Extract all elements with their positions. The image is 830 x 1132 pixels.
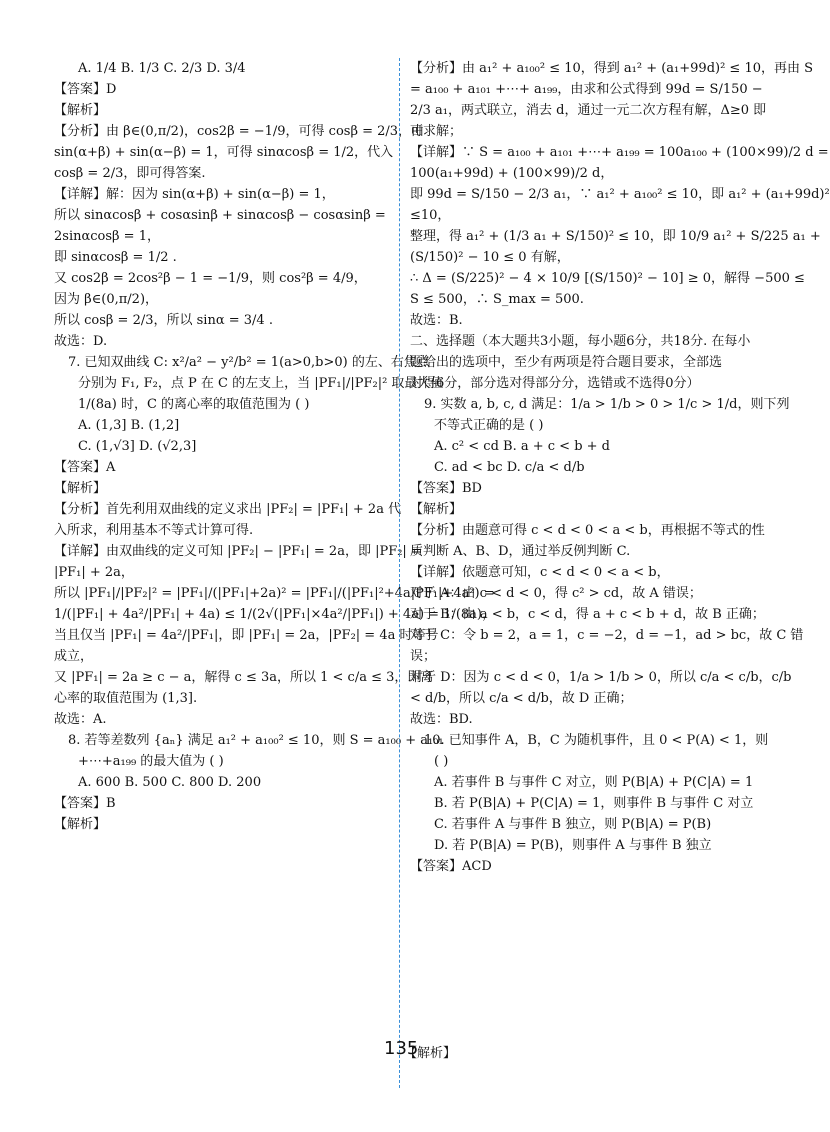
right-line: 10. 已知事件 A，B，C 为随机事件，且 0 < P(A) < 1，则	[424, 733, 769, 748]
right-line: 【解析】	[410, 502, 463, 517]
right-line: 二、选择题（本大题共3小题，每小题6分，共18分. 在每小	[410, 334, 751, 349]
right-line: 对于 C：令 b = 2，a = 1，c = −2，d = −1，ad > bc，故 C 错	[410, 628, 804, 643]
left-line: sin(α+β) + sin(α−β) = 1，可得 sinαcosβ = 1/2，代入	[54, 145, 394, 160]
left-line: 7. 已知双曲线 C: x²/a² − y²/b² = 1(a>0,b>0) 的左、右焦点	[68, 355, 430, 370]
right-line: 可求解；	[410, 124, 463, 139]
right-line: 对于 B：由 a < b，c < d，得 a + c < b + d，故 B 正确；	[410, 607, 765, 622]
left-line: 又 cos2β = 2cos²β − 1 = −1/9，则 cos²β = 4/9，	[54, 271, 367, 286]
left-line: 所以 sinαcosβ + cosαsinβ + sinαcosβ − cosαsinβ =	[54, 208, 386, 223]
left-line: A. 1/4 B. 1/3 C. 2/3 D. 3/4	[78, 61, 246, 76]
left-line: C. (1,√3] D. (√2,3]	[78, 439, 197, 454]
left-line: |PF₁| + 2a，	[54, 565, 134, 580]
left-line: A. (1,3] B. (1,2]	[78, 418, 180, 433]
right-line: 即 99d = S/150 − 2/3 a₁，∵ a₁² + a₁₀₀² ≤ 10，即 a₁² + (a₁+99d)²	[410, 187, 830, 202]
right-line: 质判断 A、B、D，通过举反例判断 C.	[410, 544, 631, 559]
right-line: 整理，得 a₁² + (1/3 a₁ + S/150)² ≤ 10，即 10/9 a₁² + S/225 a₁ +	[410, 229, 821, 244]
right-line: 故选：BD.	[410, 712, 473, 727]
left-line: 【分析】首先利用双曲线的定义求出 |PF₂| = |PF₁| + 2a 代	[54, 502, 402, 517]
left-line: 【分析】由 β∈(0,π/2)，cos2β = −1/9，可得 cosβ = 2/3，由	[54, 124, 425, 139]
left-line: +⋯+a₁₉₉ 的最大值为 ( )	[78, 754, 224, 769]
right-line: D. 若 P(B|A) = P(B)，则事件 A 与事件 B 独立	[434, 838, 712, 853]
left-line: 故选：D.	[54, 334, 108, 349]
page-number: 135	[384, 1038, 419, 1059]
right-line: ( )	[434, 754, 449, 769]
right-line: < d/b，所以 c/a < d/b，故 D 正确；	[410, 691, 633, 706]
left-line: A. 600 B. 500 C. 800 D. 200	[78, 775, 262, 790]
right-line: A. 若事件 B 与事件 C 对立，则 P(B|A) + P(C|A) = 1	[434, 775, 754, 790]
right-line: 2/3 a₁，两式联立，消去 d，通过一元二次方程有解，Δ≥0 即	[410, 103, 767, 118]
right-line: 【答案】BD	[410, 481, 482, 496]
right-line: 对于 D：因为 c < d < 0，1/a > 1/b > 0，所以 c/a < c/b，c/b	[410, 670, 792, 685]
right-line: = a₁₀₀ + a₁₀₁ +⋯+ a₁₉₉，由求和公式得到 99d = S/150 −	[410, 82, 763, 97]
left-line: 当且仅当 |PF₁| = 4a²/|PF₁|，即 |PF₁| = 2a，|PF₂| = 4a 时等号	[54, 628, 439, 643]
right-line: 题给出的选项中，至少有两项是符合题目要求，全部选	[410, 355, 723, 370]
right-line: 故选：B.	[410, 313, 463, 328]
right-line: 误；	[410, 649, 437, 664]
left-line: 【答案】A	[54, 460, 116, 475]
right-line: (S/150)² − 10 ≤ 0 有解，	[410, 250, 570, 265]
left-line: 1/(8a) 时，C 的离心率的取值范围为 ( )	[78, 397, 310, 412]
footer-analysis-tag: 【解析】	[404, 1046, 457, 1061]
left-line: 故选：A.	[54, 712, 107, 727]
left-line: 成立，	[54, 649, 94, 664]
column-divider	[399, 58, 400, 1088]
right-line: ≤10，	[410, 208, 451, 223]
right-line: 【分析】由题意可得 c < d < 0 < a < b，再根据不等式的性	[410, 523, 765, 538]
right-line: S ≤ 500，∴ S_max = 500.	[410, 292, 584, 307]
left-line: 因为 β∈(0,π/2)，	[54, 292, 159, 307]
right-line: 100(a₁+99d) + (100×99)/2 d，	[410, 166, 614, 181]
right-line: B. 若 P(B|A) + P(C|A) = 1，则事件 B 与事件 C 对立	[434, 796, 754, 811]
left-line: 1/(|PF₁| + 4a²/|PF₁| + 4a) ≤ 1/(2√(|PF₁|×4a²/|PF₁|) + 4a) = 1/(8a)，	[54, 607, 496, 622]
left-line: 心率的取值范围为 (1,3].	[54, 691, 198, 706]
left-line: 【解析】	[54, 817, 107, 832]
left-line: 【答案】D	[54, 82, 117, 97]
left-line: 【详解】解：因为 sin(α+β) + sin(α−β) = 1，	[54, 187, 335, 202]
right-line: ∴ Δ = (S/225)² − 4 × 10/9 [(S/150)² − 10] ≥ 0，解得 −500 ≤	[410, 271, 805, 286]
left-line: 所以 |PF₁|/|PF₂|² = |PF₁|/(|PF₁|+2a)² = |PF₁|/(|PF₁|²+4a|PF₁|+4a²) =	[54, 586, 495, 601]
left-line: 【解析】	[54, 103, 107, 118]
right-line: 【详解】∵ S = a₁₀₀ + a₁₀₁ +⋯+ a₁₉₉ = 100a₁₀₀ + (100×99)/2 d =	[410, 145, 829, 160]
left-line: 入所求，利用基本不等式计算可得.	[54, 523, 254, 538]
right-line: 对得6分，部分选对得部分分，选错或不选得0分）	[410, 376, 700, 391]
right-line: A. c² < cd B. a + c < b + d	[434, 439, 611, 454]
left-line: 又 |PF₁| = 2a ≥ c − a，解得 c ≤ 3a，所以 1 < c/a ≤ 3，即离	[54, 670, 434, 685]
left-line: 【解析】	[54, 481, 107, 496]
left-line: cosβ = 2/3，即可得答案.	[54, 166, 206, 181]
left-line: 所以 cosβ = 2/3，所以 sinα = 3/4 .	[54, 313, 273, 328]
left-line: 【答案】B	[54, 796, 116, 811]
right-line: C. 若事件 A 与事件 B 独立，则 P(B|A) = P(B)	[434, 817, 712, 832]
left-line: 【详解】由双曲线的定义可知 |PF₂| − |PF₁| = 2a，即 |PF₂| =	[54, 544, 422, 559]
left-line: 8. 若等差数列 {aₙ} 满足 a₁² + a₁₀₀² ≤ 10，则 S = a₁₀₀ + a₁₀₁	[68, 733, 444, 748]
right-line: 【答案】ACD	[410, 859, 492, 874]
right-line: 9. 实数 a, b, c, d 满足：1/a > 1/b > 0 > 1/c > 1/d，则下列	[424, 397, 790, 412]
right-line: 对于 A：由 c < d < 0，得 c² > cd，故 A 错误；	[410, 586, 702, 601]
right-line: 【分析】由 a₁² + a₁₀₀² ≤ 10，得到 a₁² + (a₁+99d)² ≤ 10，再由 S	[410, 61, 814, 76]
right-line: C. ad < bc D. c/a < d/b	[434, 460, 585, 475]
right-column	[410, 58, 830, 1078]
right-line: 【详解】依题意可知，c < d < 0 < a < b，	[410, 565, 670, 580]
left-line: 2sinαcosβ = 1，	[54, 229, 160, 244]
right-line: 不等式正确的是 ( )	[434, 418, 544, 433]
left-line: 即 sinαcosβ = 1/2 .	[54, 250, 177, 265]
left-line: 分别为 F₁, F₂，点 P 在 C 的左支上，当 |PF₁|/|PF₂|² 取最大值	[78, 376, 444, 391]
